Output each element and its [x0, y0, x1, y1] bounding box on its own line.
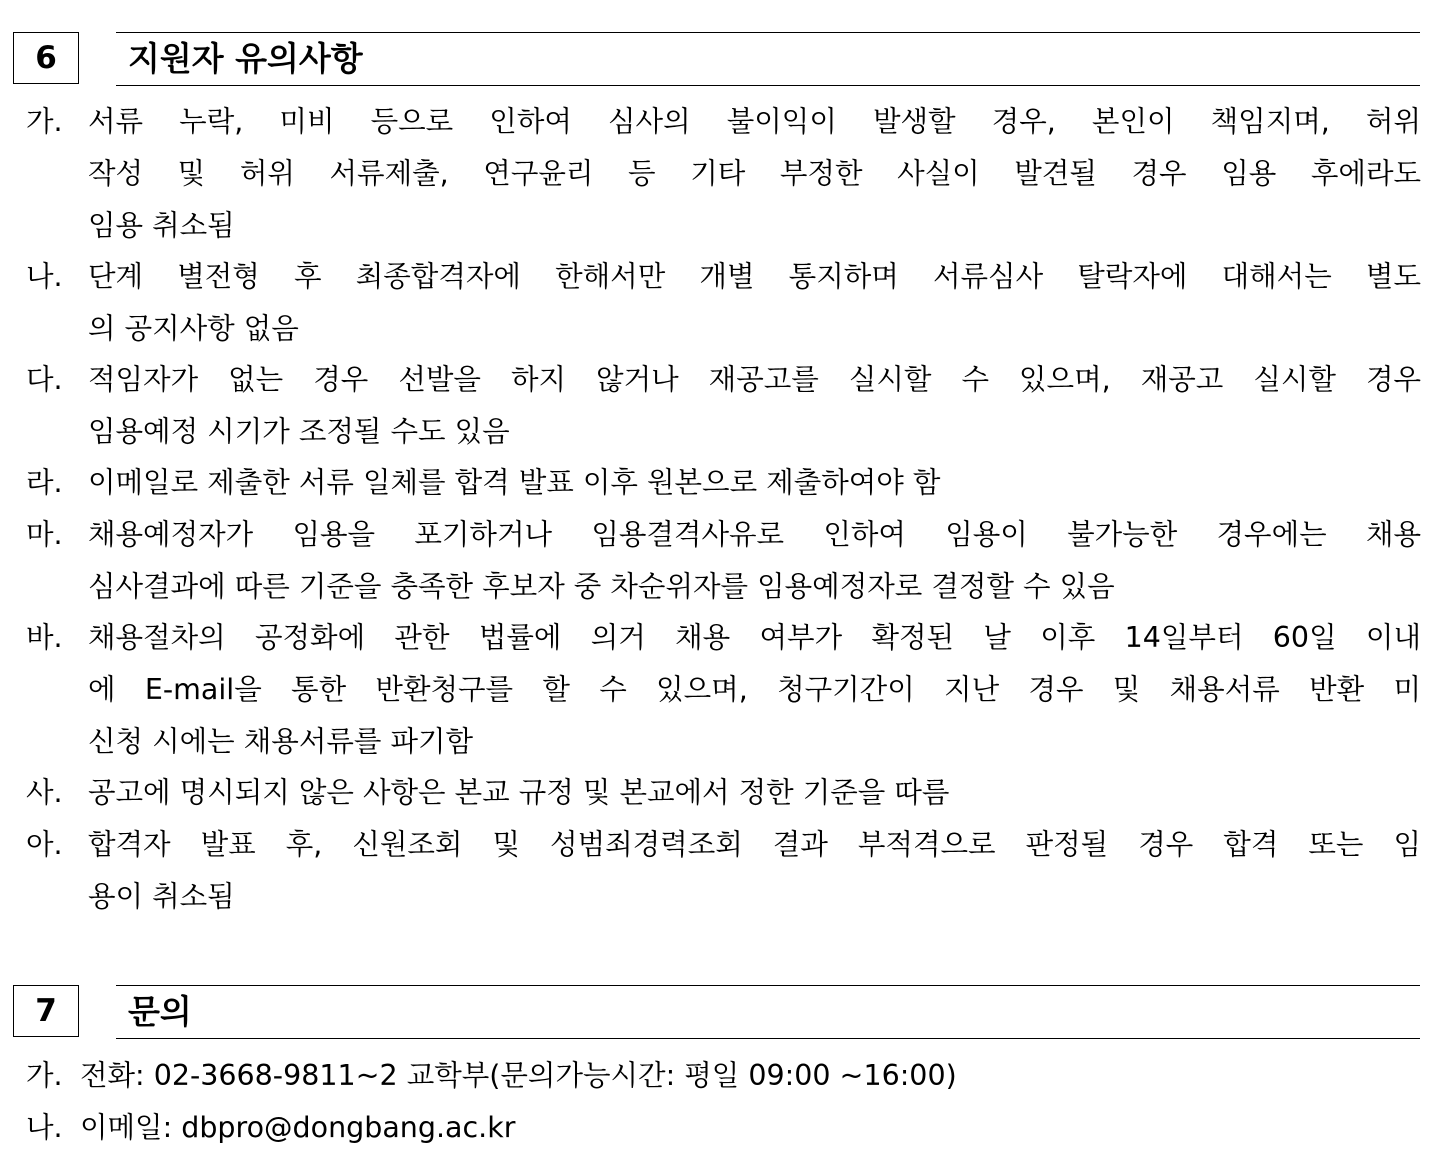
item-text	[88, 457, 1421, 509]
item-line: 적임자가 없는 경우 선발을 하지 않거나 재공고를 실시할 수 있으며, 재공고 실시할 경우	[88, 363, 1421, 396]
item-line: 단계 별전형 후 최종합격자에 한해서만 개별 통지하며 서류심사 탈락자에 대해서는 별도	[88, 260, 1421, 293]
item-marker: 나.	[26, 1111, 63, 1144]
section-title: 문의	[128, 992, 192, 1031]
item-text	[88, 819, 1421, 923]
contact-email	[26, 1102, 515, 1154]
item-line: 공고에 명시되지 않은 사항은 본교 규정 및 본교에서 정한 기준을 따름	[88, 776, 950, 809]
item-line: 임용예정 시기가 조정될 수도 있음	[88, 415, 510, 448]
contact-phone	[26, 1050, 957, 1102]
item-line: 용이 취소됨	[88, 880, 235, 913]
item-text	[88, 354, 1421, 458]
item-line: 의 공지사항 없음	[88, 312, 299, 345]
item-line: 서류 누락, 미비 등으로 인하여 심사의 불이익이 발생할 경우, 본인이 책임지며, 허위	[88, 105, 1421, 138]
section-title: 지원자 유의사항	[128, 39, 363, 78]
section-7-header	[0, 985, 1434, 1041]
item-marker: 사.	[26, 776, 63, 809]
item-line: 채용예정자가 임용을 포기하거나 임용결격사유로 인하여 임용이 불가능한 경우에는 채용	[88, 518, 1421, 551]
section-6-header	[0, 32, 1434, 88]
section-title-bar	[116, 32, 1420, 86]
section-number: 7	[13, 985, 79, 1037]
item-line: 채용절차의 공정화에 관한 법률에 의거 채용 여부가 확정된 날 이후 14일부터 60일 이내	[88, 621, 1421, 654]
item-line: 합격자 발표 후, 신원조회 및 성범죄경력조회 결과 부적격으로 판정될 경우 합격 또는 임	[88, 828, 1421, 861]
item-text	[88, 251, 1421, 355]
item-marker: 가.	[26, 105, 63, 138]
item-line: 작성 및 허위 서류제출, 연구윤리 등 기타 부정한 사실이 발견될 경우 임용 후에라도	[88, 157, 1421, 190]
item-marker: 다.	[26, 363, 63, 396]
item-line: 에 E-mail을 통한 반환청구를 할 수 있으며, 청구기간이 지난 경우 및 채용서류 반환 미	[88, 673, 1421, 706]
item-marker: 아.	[26, 828, 63, 861]
item-marker: 나.	[26, 260, 63, 293]
item-text	[88, 767, 1421, 819]
section-title-bar	[116, 985, 1420, 1039]
item-text	[88, 612, 1421, 768]
item-line: 신청 시에는 채용서류를 파기함	[88, 725, 474, 758]
item-line: 임용 취소됨	[88, 209, 235, 242]
item-text	[88, 96, 1421, 252]
item-marker: 바.	[26, 621, 63, 654]
item-marker: 라.	[26, 466, 63, 499]
item-marker: 가.	[26, 1059, 63, 1092]
phone-text: 전화: 02-3668-9811~2 교학부(문의가능시간: 평일 09:00 ~16:00)	[80, 1059, 957, 1092]
item-line: 심사결과에 따른 기준을 충족한 후보자 중 차순위자를 임용예정자로 결정할 수 있음	[88, 570, 1115, 603]
item-line: 이메일로 제출한 서류 일체를 합격 발표 이후 원본으로 제출하여야 함	[88, 466, 941, 499]
email-text[interactable]: 이메일: dbpro@dongbang.ac.kr	[80, 1111, 516, 1144]
section-number: 6	[13, 32, 79, 84]
item-text	[88, 509, 1421, 613]
item-marker: 마.	[26, 518, 63, 551]
